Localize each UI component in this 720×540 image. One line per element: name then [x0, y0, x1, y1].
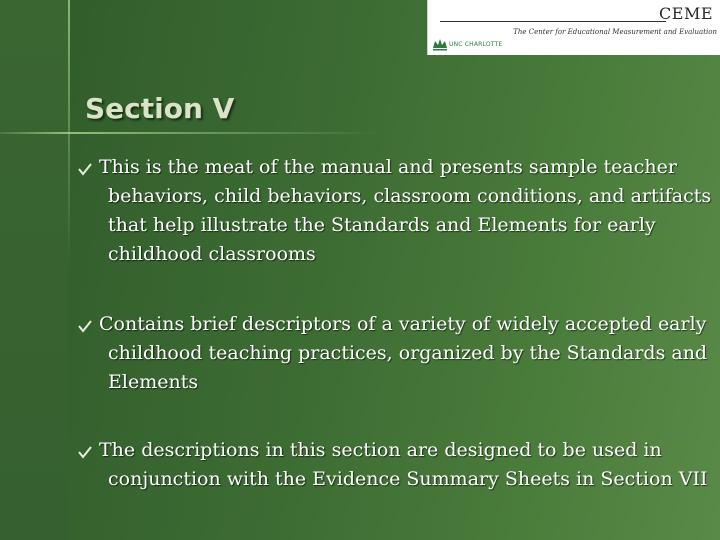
ceme-logo — [427, 0, 720, 55]
logo-subtitle: The Center for Educational Measurement and Evaluation — [513, 28, 717, 36]
bullet-text: This is the meat of the manual and presents sample teacher behaviors, child behaviors, classroom conditions, and artifacts that help illustrate the Standards and Elements for early childhood classrooms — [99, 156, 712, 265]
bullet-item — [78, 153, 713, 269]
bullet-item — [78, 436, 713, 494]
bullet-text: The descriptions in this section are designed to be used in conjunction with the Evidence Summary Sheets in Section VII — [99, 439, 708, 490]
left-accent-band — [0, 0, 68, 540]
checkmark-icon — [78, 445, 92, 459]
vertical-accent-line — [68, 0, 70, 270]
slide-title: Section V — [85, 92, 235, 125]
bullet-text: Contains brief descriptors of a variety of widely accepted early childhood teaching practices, organized by the Standards and Elements — [99, 313, 708, 393]
bullet-item — [78, 310, 713, 397]
horizontal-accent-line — [0, 132, 380, 134]
logo-title: CEME — [659, 4, 713, 23]
checkmark-icon — [78, 319, 92, 333]
university-name: UNC CHARLOTTE — [449, 41, 503, 48]
logo-rule — [440, 21, 666, 22]
checkmark-icon — [78, 162, 92, 176]
crown-icon — [432, 37, 448, 51]
